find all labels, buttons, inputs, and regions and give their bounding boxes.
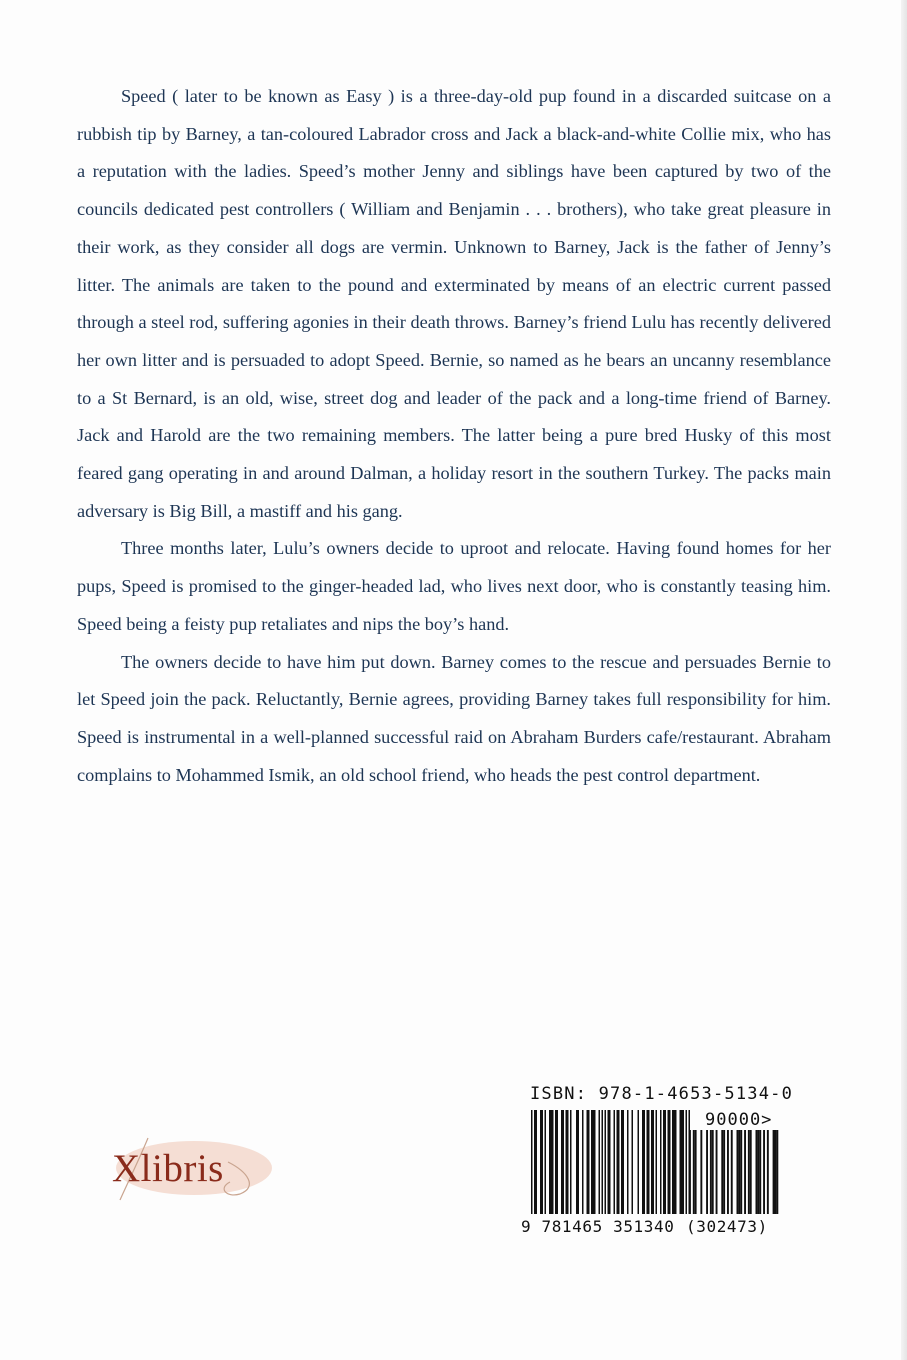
barcode-bar bbox=[534, 1110, 536, 1214]
blurb-paragraph-3: The owners decide to have him put down. Barney comes to the rescue and persuades Bernie to let Speed join the pack. Reluctantly, Bernie agrees, providing Barney takes full responsibility for him. Speed is instrumental in a well-planned successful raid on Abraham Burders cafe/restaurant. Abraham complains to Mohammed Ismik, an old school friend, who heads the pest control department. bbox=[77, 651, 831, 785]
barcode-bar bbox=[644, 1110, 646, 1214]
barcode-bar bbox=[648, 1110, 650, 1214]
barcode-bar bbox=[763, 1130, 765, 1214]
barcode-bar bbox=[759, 1130, 761, 1214]
barcode-bar bbox=[551, 1110, 553, 1214]
barcode-bar bbox=[542, 1110, 544, 1214]
barcode-bar bbox=[605, 1110, 607, 1214]
ean-digits: 9 781465 351340 bbox=[521, 1217, 675, 1236]
barcode-bar bbox=[706, 1130, 708, 1214]
barcode-bar bbox=[540, 1110, 542, 1214]
publisher-logo-text: Xlibris bbox=[112, 1147, 224, 1190]
barcode-bar bbox=[700, 1130, 702, 1214]
barcode-bar bbox=[738, 1130, 740, 1214]
barcode-bar bbox=[549, 1110, 551, 1214]
blurb-paragraph-2: Three months later, Lulu’s owners decide to uproot and relocate. Having found homes for her pups, Speed is promised to the ginger-headed lad, who lives next door, who is constantly teasing him. Speed being a feisty pup retaliates and nips the boy’s hand. bbox=[77, 538, 831, 634]
barcode-bar bbox=[632, 1110, 634, 1214]
barcode-bar bbox=[593, 1110, 595, 1214]
barcode-bar bbox=[776, 1130, 778, 1214]
barcode-bar bbox=[744, 1130, 746, 1214]
barcode-bar bbox=[536, 1110, 538, 1214]
price-code: 90000> bbox=[705, 1110, 773, 1130]
blurb-paragraph-1: Speed ( later to be known as Easy ) is a three-day-old pup found in a discarded suitcase on a rubbish tip by Barney, a tan-coloured Labrador cross and Jack a black-and-white Collie mix, who has a reputation with the ladies. Speed’s mother Jenny and siblings have been captured by two of the councils dedicated pest controllers ( William and Benjamin . . . brothers), who take great pleasure in their work, as they consider all dogs are vermin. Unknown to Barney, Jack is the father of Jenny’s litter. The animals are taken to the pound and exterminated by means of an electric current passed through a steel rod, suffering agonies in their death throws. Barney’s friend Lulu has recently delivered her own litter and is persuaded to adopt Speed. Bernie, so named as he bears an uncanny resemblance to a St Bernard, is an old, wise, street dog and leader of the pack and a long-time friend of Barney. Jack and Harold are the two remaining members. The latter being a pure bred Husky of this most feared gang operating in and around Dalman, a holiday resort in the southern Turkey. The packs main adversary is Big Bill, a mastiff and his gang. bbox=[77, 86, 831, 521]
barcode-bar bbox=[693, 1130, 695, 1214]
page-edge-shade bbox=[901, 0, 907, 1360]
barcode-bar bbox=[563, 1110, 565, 1214]
barcode-bar bbox=[561, 1110, 563, 1214]
barcode-bar bbox=[767, 1130, 769, 1214]
barcode-bar bbox=[723, 1130, 725, 1214]
barcode-bar bbox=[756, 1130, 758, 1214]
barcode-bar bbox=[609, 1110, 611, 1214]
barcode-bar bbox=[681, 1110, 683, 1214]
barcode-bar bbox=[675, 1110, 677, 1214]
barcode-bar bbox=[576, 1110, 578, 1214]
barcode-bar bbox=[591, 1110, 593, 1214]
back-cover-blurb bbox=[77, 78, 831, 794]
barcode-bar bbox=[716, 1130, 718, 1214]
barcode-bar bbox=[588, 1110, 590, 1214]
barcode-bar bbox=[570, 1110, 572, 1214]
barcode-bar bbox=[618, 1110, 620, 1214]
barcode-bar bbox=[531, 1110, 533, 1214]
barcode-bar bbox=[665, 1110, 667, 1214]
barcode-bar bbox=[773, 1130, 775, 1214]
barcode-bar bbox=[748, 1130, 750, 1214]
barcode-bar bbox=[566, 1110, 568, 1214]
ean-addon-code: (302473) bbox=[686, 1217, 768, 1236]
barcode-bar bbox=[614, 1110, 616, 1214]
barcode-bar bbox=[642, 1110, 644, 1214]
barcode-bar bbox=[721, 1130, 723, 1214]
barcode-bar bbox=[617, 1110, 619, 1214]
barcode-bar bbox=[651, 1110, 653, 1214]
barcode-bar bbox=[663, 1110, 665, 1214]
barcode-bar bbox=[712, 1130, 714, 1214]
barcode-bar bbox=[627, 1110, 629, 1214]
barcode-bar bbox=[587, 1110, 589, 1214]
barcode-bar bbox=[621, 1110, 623, 1214]
barcode-bar bbox=[578, 1110, 580, 1214]
barcode-bar bbox=[737, 1130, 739, 1214]
barcode-bar bbox=[668, 1110, 670, 1214]
barcode-bar bbox=[683, 1110, 685, 1214]
barcode-bar bbox=[653, 1110, 655, 1214]
barcode-bar bbox=[669, 1110, 671, 1214]
barcode-bar bbox=[638, 1110, 640, 1214]
barcode-bar bbox=[557, 1110, 559, 1214]
barcode-bar bbox=[689, 1130, 691, 1214]
barcode-bar bbox=[710, 1130, 712, 1214]
barcode-bar bbox=[775, 1130, 777, 1214]
barcode-bar bbox=[750, 1130, 752, 1214]
barcode-bar bbox=[647, 1110, 649, 1214]
barcode-bar bbox=[672, 1110, 674, 1214]
barcode-bar bbox=[674, 1110, 676, 1214]
barcode-bar bbox=[582, 1110, 584, 1214]
barcode-bar bbox=[567, 1110, 569, 1214]
barcode-bar bbox=[545, 1110, 547, 1214]
barcode-bar bbox=[680, 1110, 682, 1214]
barcode-bar bbox=[555, 1110, 557, 1214]
barcode-bar bbox=[608, 1110, 610, 1214]
barcode-bar bbox=[552, 1110, 554, 1214]
barcode-bar bbox=[656, 1110, 658, 1214]
barcode-bar bbox=[727, 1130, 729, 1214]
isbn-label: ISBN: 978-1-4653-5134-0 bbox=[530, 1084, 794, 1104]
barcode-bar bbox=[599, 1110, 601, 1214]
barcode-bar bbox=[740, 1130, 742, 1214]
barcode-bar bbox=[594, 1110, 596, 1214]
barcode-bar bbox=[686, 1110, 688, 1214]
barcode-bar bbox=[695, 1130, 697, 1214]
barcode-bar bbox=[731, 1130, 733, 1214]
barcode-bar bbox=[757, 1130, 759, 1214]
barcode-bar bbox=[602, 1110, 604, 1214]
barcode-bar bbox=[660, 1110, 662, 1214]
barcode-bar bbox=[623, 1110, 625, 1214]
